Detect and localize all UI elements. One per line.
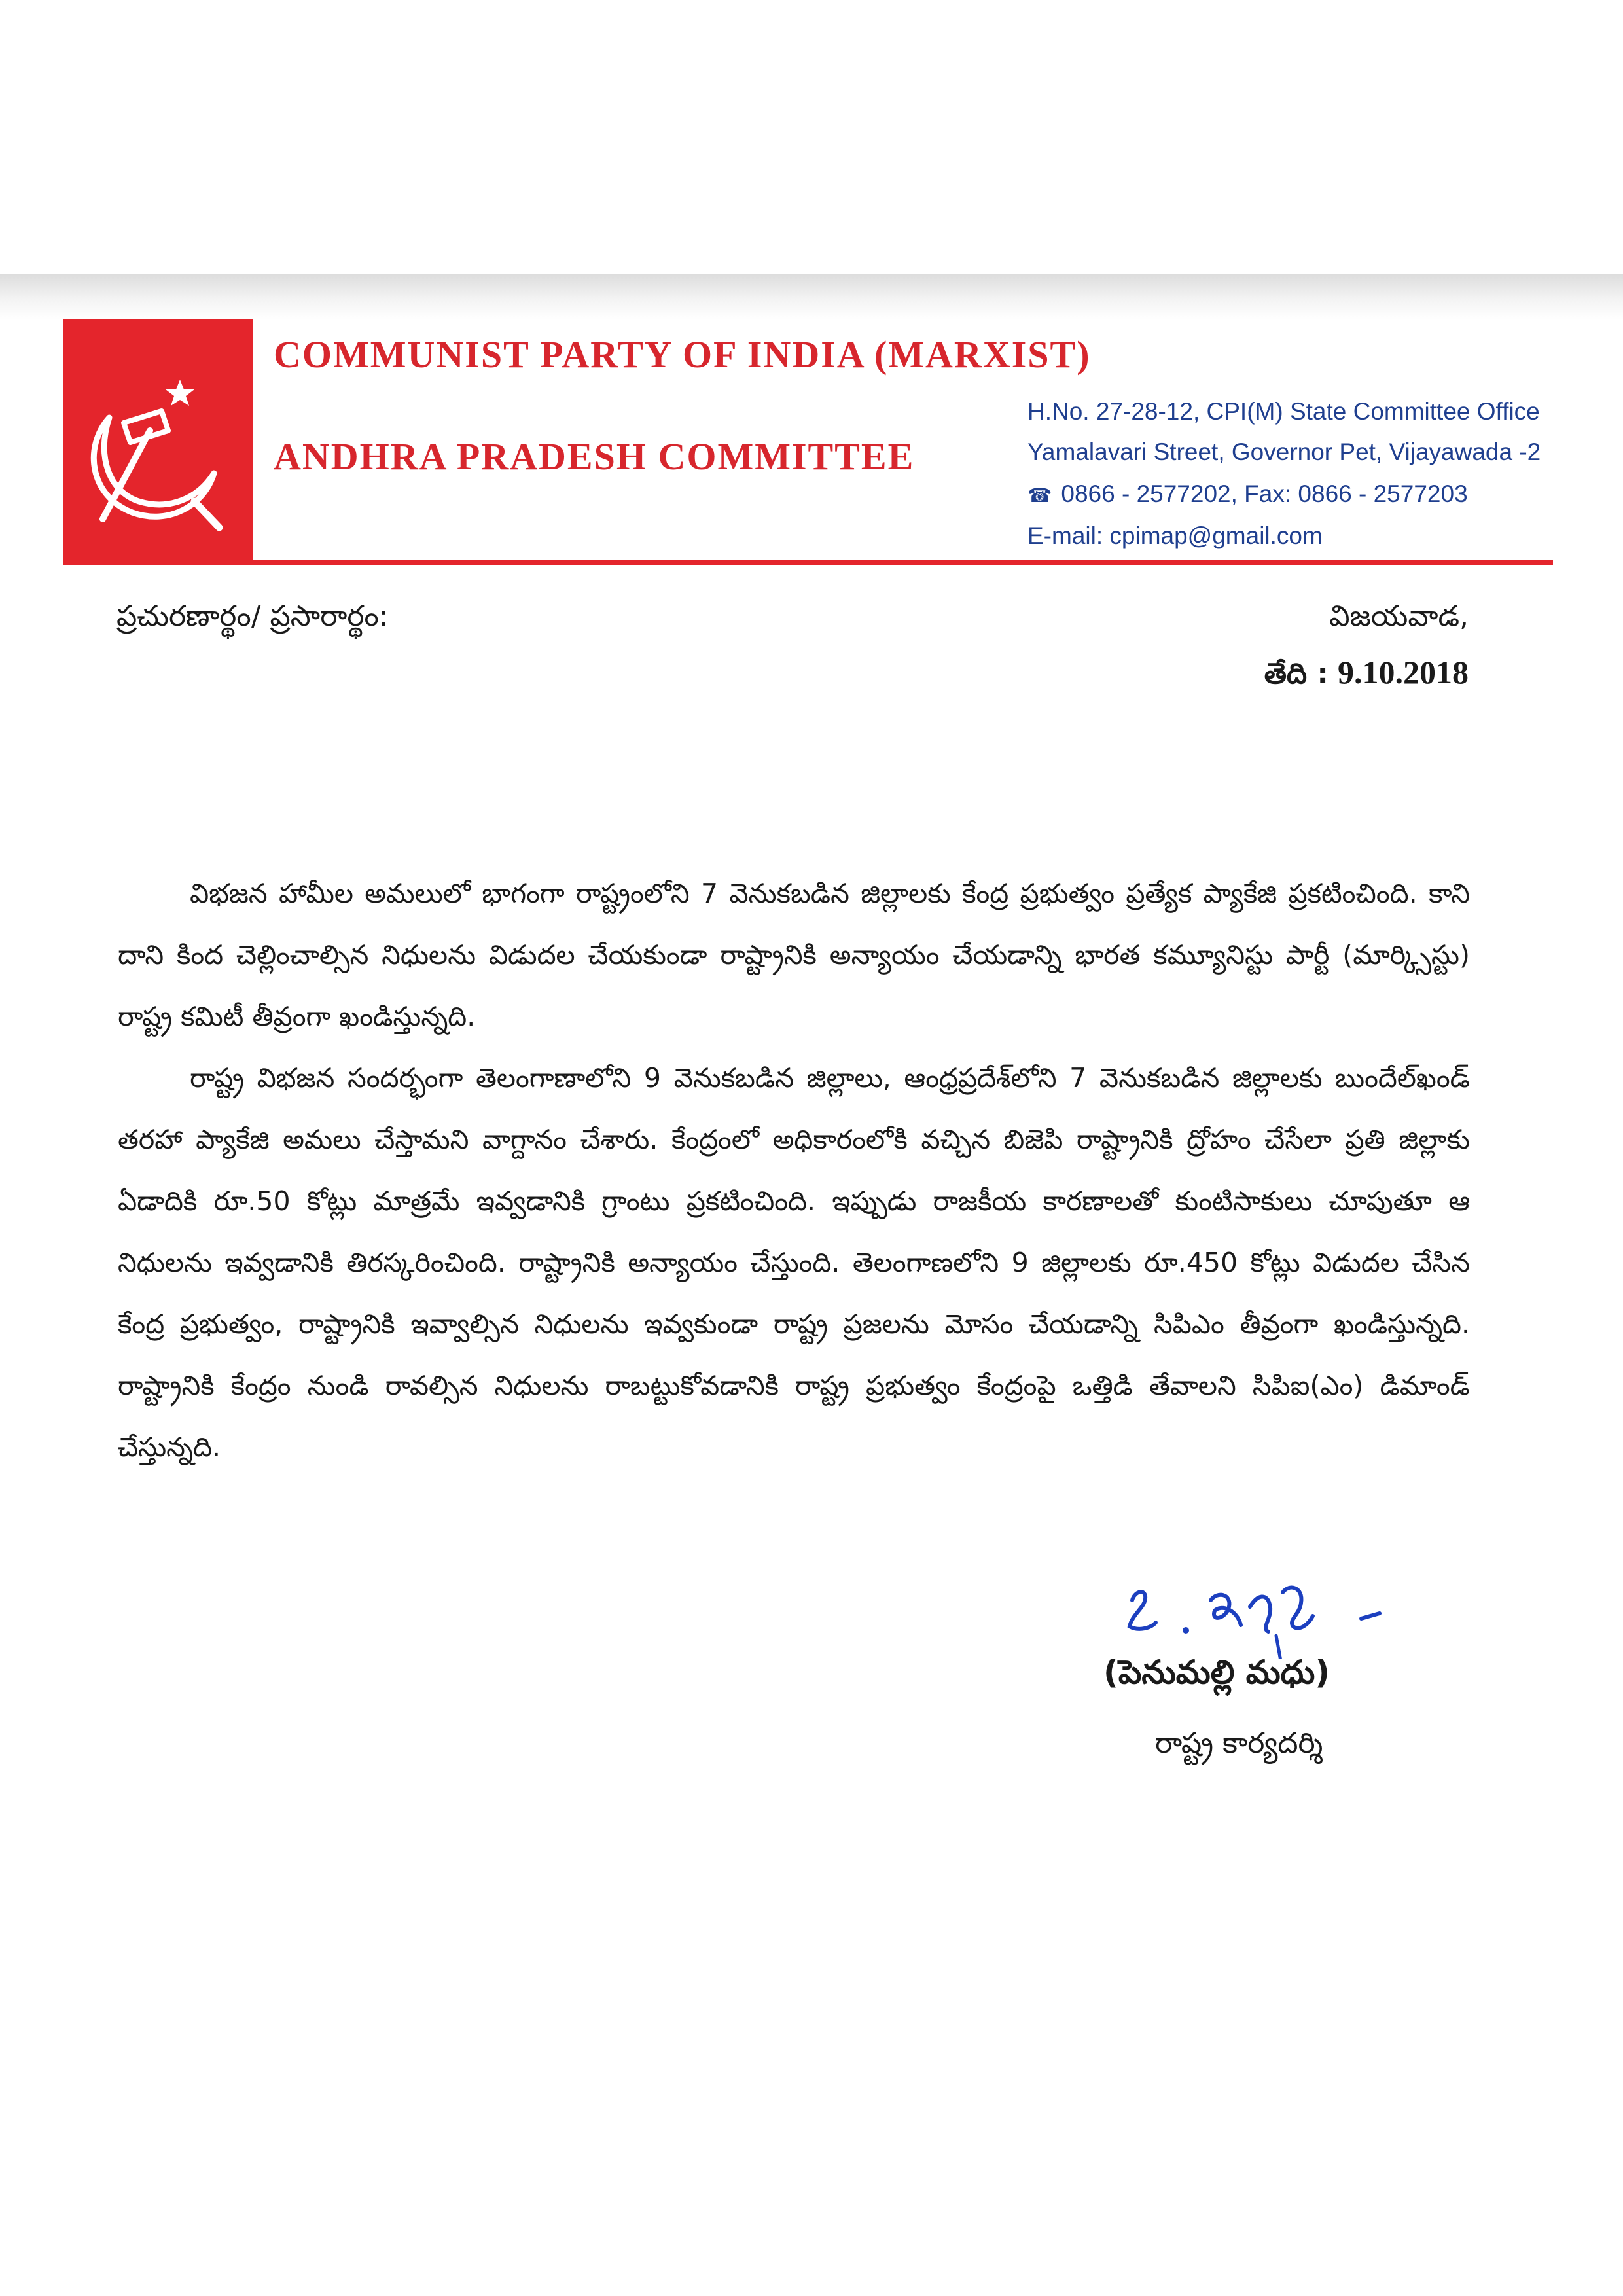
scan-shadow-band — [0, 274, 1623, 319]
paragraph-2: రాష్ట్ర విభజన సందర్భంగా తెలంగాణాలోని 9 వెనుకబడిన జిల్లాలు, ఆంధ్రప్రదేశ్‌లోని 7 వెనుకబడిన జిల్లాలకు బుందేల్‌ఖండ్ తరహా ప్యాకేజి అమలు చేస్తామని వాగ్దానం చేశారు. కేంద్రంలో అధికారంలోకి వచ్చిన బిజెపి రాష్ట్రానికి ద్రోహం చేసేలా ప్రతి జిల్లాకు ఏడాదికి రూ.50 కోట్లు మాత్రమే ఇవ్వడానికి గ్రాంటు ప్రకటించింది. ఇప్పుడు రాజకీయ కారణాలతో కుంటిసాకులు చూపుతూ ఆ నిధులను ఇవ్వడానికి తిరస్కరించింది. రాష్ట్రానికి అన్యాయం చేస్తుంది. తెలంగాణలోని 9 జిల్లాలకు రూ.450 కోట్లు విడుదల చేసిన కేంద్ర ప్రభుత్వం, రాష్ట్రానికి ఇవ్వాల్సిన నిధులను ఇవ్వకుండా రాష్ట్ర ప్రజలను మోసం చేయడాన్ని సిపిఎం తీవ్రంగా ఖండిస్తున్నది. రాష్ట్రానికి కేంద్రం నుండి రావల్సిన నిధులను రాబట్టుకోవడానికి రాష్ట్ర ప్రభుత్వం కేంద్రంపై ఒత్తిడి తేవాలని సిపిఐ(ఎం) డిమాండ్ చేస్తున్నది. — [118, 1062, 1470, 1463]
date-value: 9.10.2018 — [1338, 654, 1469, 691]
signatory-name: (పెనుమల్లి మధు) — [1103, 1653, 1330, 1691]
phone-fax-line — [1027, 480, 1468, 508]
party-logo — [63, 319, 253, 562]
hammer-sickle-star-icon — [63, 319, 253, 562]
handwritten-signature — [1113, 1554, 1414, 1662]
address-line-2: Yamalavari Street, Governor Pet, Vijayawada -2 — [1027, 439, 1541, 465]
signatory-title: రాష్ట్ర కార్యదర్శి — [1155, 1727, 1323, 1760]
paragraph-1: విభజన హామీల అమలులో భాగంగా రాష్ట్రంలోని 7 వెనుకబడిన జిల్లాలకు కేంద్ర ప్రభుత్వం ప్రత్యేక ప్యాకేజి ప్రకటించింది. కాని దాని కింద చెల్లించాల్సిన నిధులను విడుదల చేయకుండా రాష్ట్రానికి అన్యాయం చేయడాన్ని భారత కమ్యూనిస్టు పార్టీ (మార్క్సిస్టు) రాష్ట్ర కమిటీ తీవ్రంగా ఖండిస్తున్నది. — [118, 878, 1470, 1032]
telephone-icon: ☎ — [1027, 485, 1052, 507]
date-label: తేది : — [1264, 657, 1329, 691]
email-line: E-mail: cpimap@gmail.com — [1027, 522, 1323, 549]
phone-fax-text: 0866 - 2577202, Fax: 0866 - 2577203 — [1061, 480, 1468, 507]
committee-heading: ANDHRA PRADESH COMMITTEE — [274, 435, 915, 478]
address-line-1: H.No. 27-28-12, CPI(M) State Committee Office — [1027, 398, 1540, 425]
letterhead-divider — [63, 560, 1553, 565]
top-blank-margin — [0, 0, 1623, 275]
date-line — [1264, 653, 1469, 698]
org-name-heading: COMMUNIST PARTY OF INDIA (MARXIST) — [274, 333, 1091, 376]
press-release-label: ప్రచురణార్థం/ ప్రసారార్థం: — [116, 600, 389, 633]
statement-body — [118, 863, 1470, 1478]
place-line: విజయవాడ, — [1329, 600, 1469, 633]
